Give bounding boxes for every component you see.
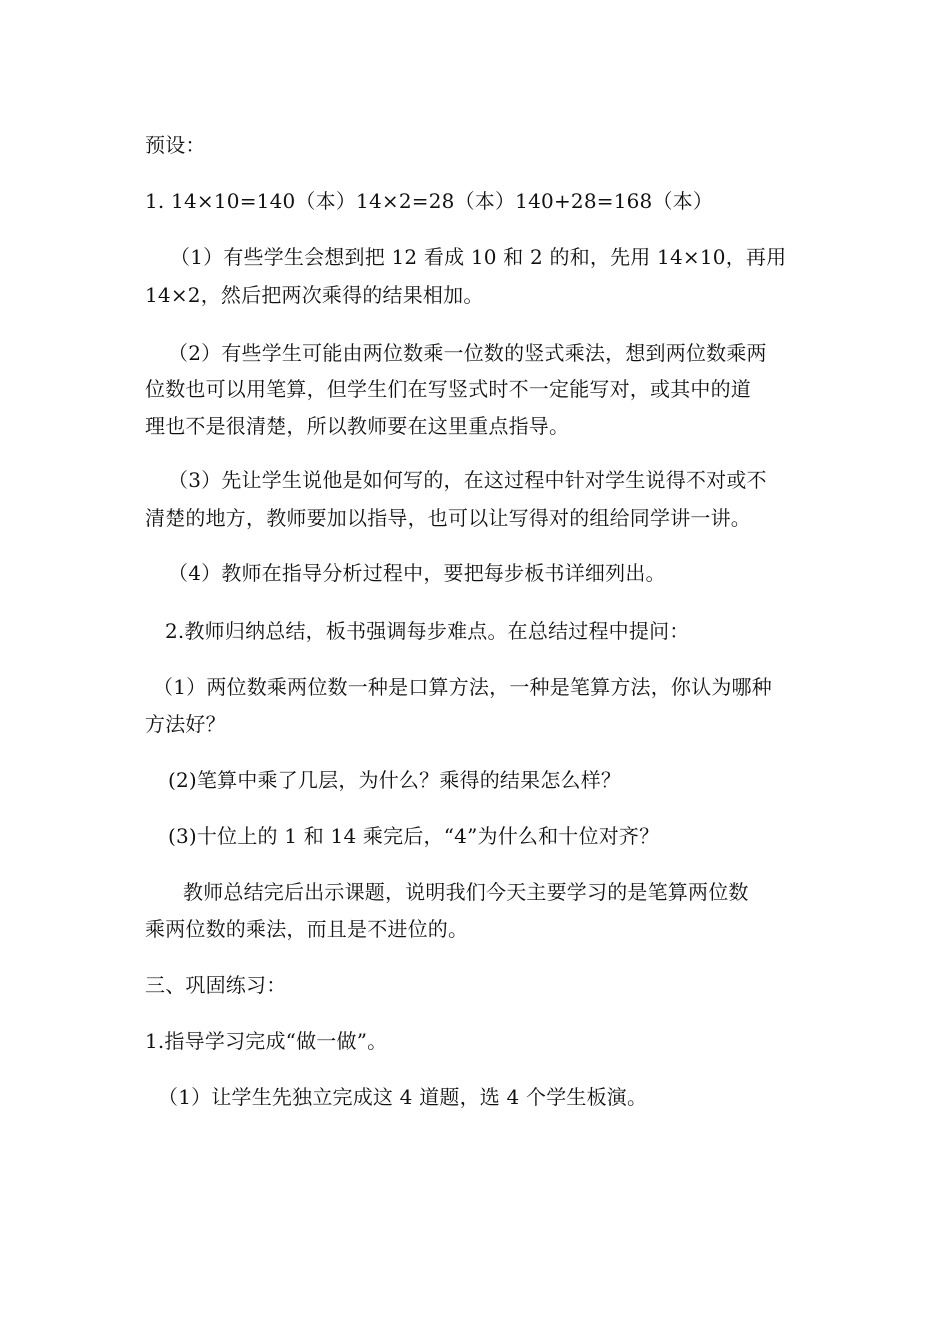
paragraph-line: 1.指导学习完成“做一做”。	[145, 1029, 388, 1053]
paragraph-line: (2)笔算中乘了几层，为什么？乘得的结果怎么样？	[168, 768, 622, 792]
paragraph-line: 14×2，然后把两次乘得的结果相加。	[145, 283, 484, 307]
paragraph-line: （1）让学生先独立完成这 4 道题，选 4 个学生板演。	[158, 1085, 648, 1109]
calculation-line: 1. 14×10=140（本）14×2=28（本）140+28=168（本）	[145, 189, 714, 213]
paragraph-line: 位数也可以用笔算，但学生们在写竖式时不一定能写对，或其中的道	[145, 377, 751, 401]
paragraph-line: 方法好？	[145, 712, 226, 736]
paragraph-line: （1）两位数乘两位数一种是口算方法，一种是笔算方法，你认为哪种	[153, 675, 772, 699]
paragraph-line: （4）教师在指导分析过程中，要把每步板书详细列出。	[168, 561, 666, 585]
paragraph-line: 教师总结完后出示课题，说明我们今天主要学习的是笔算两位数	[183, 880, 749, 904]
paragraph-line: (3)十位上的 1 和 14 乘完后，“4”为什么和十位对齐？	[168, 824, 660, 848]
paragraph-line: （1）有些学生会想到把 12 看成 10 和 2 的和，先用 14×10，再用	[170, 245, 787, 269]
section-heading: 三、巩固练习：	[145, 973, 287, 997]
paragraph-line: 2.教师归纳总结，板书强调每步难点。在总结过程中提问：	[165, 619, 690, 643]
paragraph-line: 乘两位数的乘法，而且是不进位的。	[145, 917, 469, 941]
paragraph-line: 理也不是很清楚，所以教师要在这里重点指导。	[145, 414, 570, 438]
preset-heading: 预设：	[145, 133, 206, 157]
paragraph-line: 清楚的地方，教师要加以指导，也可以让写得对的组给同学讲一讲。	[145, 506, 751, 530]
paragraph-line: （2）有些学生可能由两位数乘一位数的竖式乘法，想到两位数乘两	[168, 341, 767, 365]
paragraph-line: （3）先让学生说他是如何写的，在这过程中针对学生说得不对或不	[168, 468, 767, 492]
